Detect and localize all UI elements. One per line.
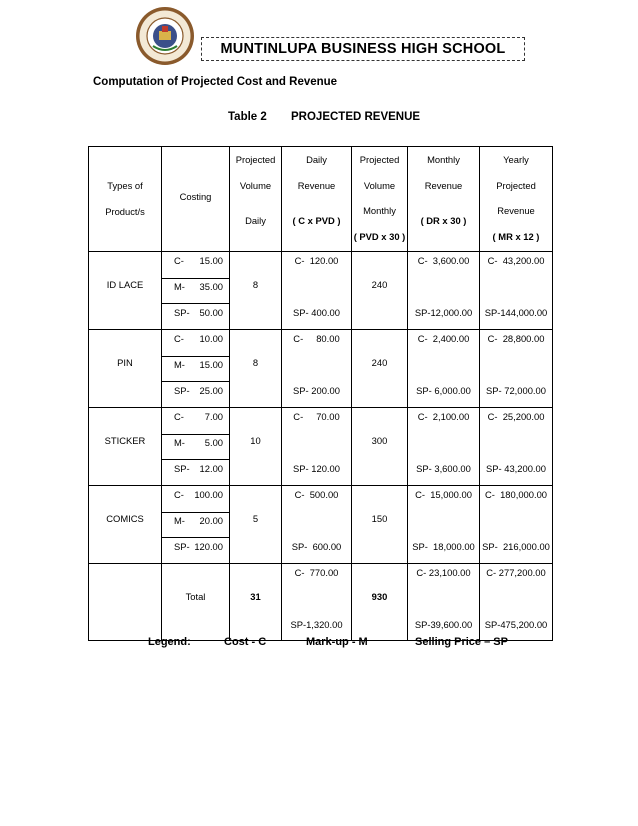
daily-revenue-sp: SP- 400.00 xyxy=(293,307,340,318)
product-name-cell xyxy=(89,486,162,564)
total-label: Total xyxy=(185,591,206,602)
costing-prefix: C- xyxy=(174,411,184,422)
yearly-revenue-cell xyxy=(480,330,553,408)
daily-revenue-sp: SP- 200.00 xyxy=(293,385,340,396)
table-number: Table 2 xyxy=(228,111,267,123)
volume-monthly-cell xyxy=(352,408,408,486)
costing-value: 120.00 xyxy=(194,541,223,552)
volume-monthly: 300 xyxy=(371,435,388,446)
volume-monthly-cell xyxy=(352,486,408,564)
table-header-row xyxy=(89,147,553,252)
volume-daily-cell xyxy=(230,486,282,564)
monthly-revenue-cell xyxy=(408,252,480,330)
costing-value: 100.00 xyxy=(194,489,223,500)
daily-revenue-c: C- 70.00 xyxy=(293,411,340,422)
total-volume-daily: 31 xyxy=(250,591,261,602)
costing-prefix: M- xyxy=(174,515,185,526)
monthly-revenue-cell xyxy=(408,330,480,408)
legend-markup: Mark-up - M xyxy=(306,636,368,648)
product-name: COMICS xyxy=(106,513,144,524)
total-yearly-revenue-c: C- 277,200.00 xyxy=(486,567,546,578)
monthly-revenue-sp: SP- 3,600.00 xyxy=(416,463,471,474)
costing-divider xyxy=(162,278,229,279)
total-monthly-revenue-cell xyxy=(408,564,480,641)
costing-value: 5.00 xyxy=(204,437,223,448)
costing-prefix: SP- xyxy=(174,307,190,318)
volume-daily: 10 xyxy=(250,435,261,446)
header-yearly-revenue: Yearly Projected Revenue ( MR x 12 ) xyxy=(480,147,553,252)
costing-prefix: SP- xyxy=(174,463,190,474)
daily-revenue-cell xyxy=(282,486,352,564)
costing-cell xyxy=(162,486,230,564)
daily-revenue-cell xyxy=(282,408,352,486)
costing-prefix: M- xyxy=(174,437,185,448)
costing-value: 25.00 xyxy=(199,385,223,396)
header-projected-volume-monthly: Projected Volume Monthly ( PVD x 30 ) xyxy=(352,147,408,252)
volume-monthly: 240 xyxy=(371,279,388,290)
yearly-revenue-c: C- 180,000.00 xyxy=(484,489,548,500)
daily-revenue-c: C- 80.00 xyxy=(293,333,340,344)
total-monthly-revenue-sp: SP-39,600.00 xyxy=(414,619,473,630)
costing-value: 50.00 xyxy=(199,307,223,318)
volume-monthly-cell xyxy=(352,252,408,330)
total-blank-cell xyxy=(89,564,162,641)
daily-revenue-cell xyxy=(282,252,352,330)
school-name: MUNTINLUPA BUSINESS HIGH SCHOOL xyxy=(220,41,506,57)
product-name-cell xyxy=(89,252,162,330)
monthly-revenue-c: C- 15,000.00 xyxy=(415,489,472,500)
costing-divider xyxy=(162,303,229,304)
costing-value: 20.00 xyxy=(199,515,223,526)
costing-divider xyxy=(162,537,229,538)
costing-value: 10.00 xyxy=(199,333,223,344)
daily-revenue-c: C- 500.00 xyxy=(294,489,339,500)
product-name: PIN xyxy=(117,357,133,368)
monthly-revenue-c: C- 2,400.00 xyxy=(417,333,470,344)
costing-prefix: SP- xyxy=(174,385,190,396)
costing-prefix: M- xyxy=(174,281,185,292)
volume-daily-cell xyxy=(230,408,282,486)
product-name-cell xyxy=(89,330,162,408)
yearly-revenue-sp: SP- 43,200.00 xyxy=(486,463,546,474)
product-name: ID LACE xyxy=(106,279,144,290)
header-projected-volume-daily: Projected Volume Daily xyxy=(230,147,282,252)
yearly-revenue-cell xyxy=(480,252,553,330)
costing-prefix: C- xyxy=(174,489,184,500)
daily-revenue-c: C- 120.00 xyxy=(294,255,339,266)
volume-monthly-cell xyxy=(352,330,408,408)
costing-value: 12.00 xyxy=(199,463,223,474)
legend-cost: Cost - C xyxy=(224,636,267,648)
volume-monthly: 150 xyxy=(371,513,388,524)
costing-divider xyxy=(162,434,229,435)
costing-cell xyxy=(162,408,230,486)
projected-revenue-table xyxy=(88,146,553,641)
monthly-revenue-sp: SP- 18,000.00 xyxy=(412,541,475,552)
table-row-product xyxy=(89,408,553,486)
volume-daily-cell xyxy=(230,330,282,408)
monthly-revenue-c: C- 3,600.00 xyxy=(417,255,470,266)
yearly-revenue-sp: SP-144,000.00 xyxy=(484,307,548,318)
table-row-product xyxy=(89,252,553,330)
volume-daily-cell xyxy=(230,252,282,330)
costing-cell xyxy=(162,252,230,330)
monthly-revenue-c: C- 2,100.00 xyxy=(417,411,470,422)
header-types: Types of Product/s xyxy=(89,147,162,252)
product-name-cell xyxy=(89,408,162,486)
table-row-product xyxy=(89,330,553,408)
monthly-revenue-cell xyxy=(408,408,480,486)
section-title: Computation of Projected Cost and Revenue xyxy=(93,76,338,88)
daily-revenue-sp: SP- 600.00 xyxy=(291,541,342,552)
yearly-revenue-c: C- 25,200.00 xyxy=(487,411,545,422)
school-name-banner xyxy=(201,37,525,61)
yearly-revenue-sp: SP- 72,000.00 xyxy=(486,385,546,396)
yearly-revenue-cell xyxy=(480,486,553,564)
volume-daily: 8 xyxy=(252,357,259,368)
yearly-revenue-c: C- 28,800.00 xyxy=(487,333,545,344)
header-monthly-revenue: Monthly Revenue ( DR x 30 ) xyxy=(408,147,480,252)
yearly-revenue-cell xyxy=(480,408,553,486)
costing-prefix: M- xyxy=(174,359,185,370)
volume-daily: 5 xyxy=(252,513,259,524)
total-daily-revenue-c: C- 770.00 xyxy=(294,567,339,578)
daily-revenue-sp: SP- 120.00 xyxy=(293,463,340,474)
yearly-revenue-sp: SP- 216,000.00 xyxy=(482,541,550,552)
yearly-revenue-c: C- 43,200.00 xyxy=(487,255,545,266)
total-yearly-revenue-cell xyxy=(480,564,553,641)
total-label-cell xyxy=(162,564,230,641)
table-caption xyxy=(228,111,420,123)
costing-cell xyxy=(162,330,230,408)
table-title: PROJECTED REVENUE xyxy=(291,111,421,123)
costing-divider xyxy=(162,512,229,513)
costing-value: 15.00 xyxy=(199,255,223,266)
monthly-revenue-sp: SP-12,000.00 xyxy=(414,307,473,318)
total-daily-revenue-sp: SP-1,320.00 xyxy=(290,619,343,630)
costing-value: 35.00 xyxy=(199,281,223,292)
total-daily-revenue-cell xyxy=(282,564,352,641)
school-seal-logo xyxy=(135,6,195,66)
header-daily-revenue: Daily Revenue ( C x PVD ) xyxy=(282,147,352,252)
total-volume-monthly-cell xyxy=(352,564,408,641)
costing-divider xyxy=(162,356,229,357)
costing-prefix: C- xyxy=(174,333,184,344)
costing-value: 15.00 xyxy=(199,359,223,370)
table-row-product xyxy=(89,486,553,564)
monthly-revenue-cell xyxy=(408,486,480,564)
table-row-total xyxy=(89,564,553,641)
legend-label: Legend: xyxy=(148,636,191,648)
costing-prefix: C- xyxy=(174,255,184,266)
costing-divider xyxy=(162,381,229,382)
costing-value: 7.00 xyxy=(204,411,223,422)
total-volume-daily-cell xyxy=(230,564,282,641)
volume-daily: 8 xyxy=(252,279,259,290)
total-monthly-revenue-c: C- 23,100.00 xyxy=(416,567,471,578)
header-costing: Costing xyxy=(162,147,230,252)
product-name: STICKER xyxy=(104,435,146,446)
total-yearly-revenue-sp: SP-475,200.00 xyxy=(484,619,548,630)
costing-prefix: SP- xyxy=(174,541,190,552)
monthly-revenue-sp: SP- 6,000.00 xyxy=(416,385,471,396)
total-volume-monthly: 930 xyxy=(371,591,388,602)
legend-selling-price: Selling Price – SP xyxy=(415,636,508,648)
volume-monthly: 240 xyxy=(371,357,388,368)
daily-revenue-cell xyxy=(282,330,352,408)
costing-divider xyxy=(162,459,229,460)
